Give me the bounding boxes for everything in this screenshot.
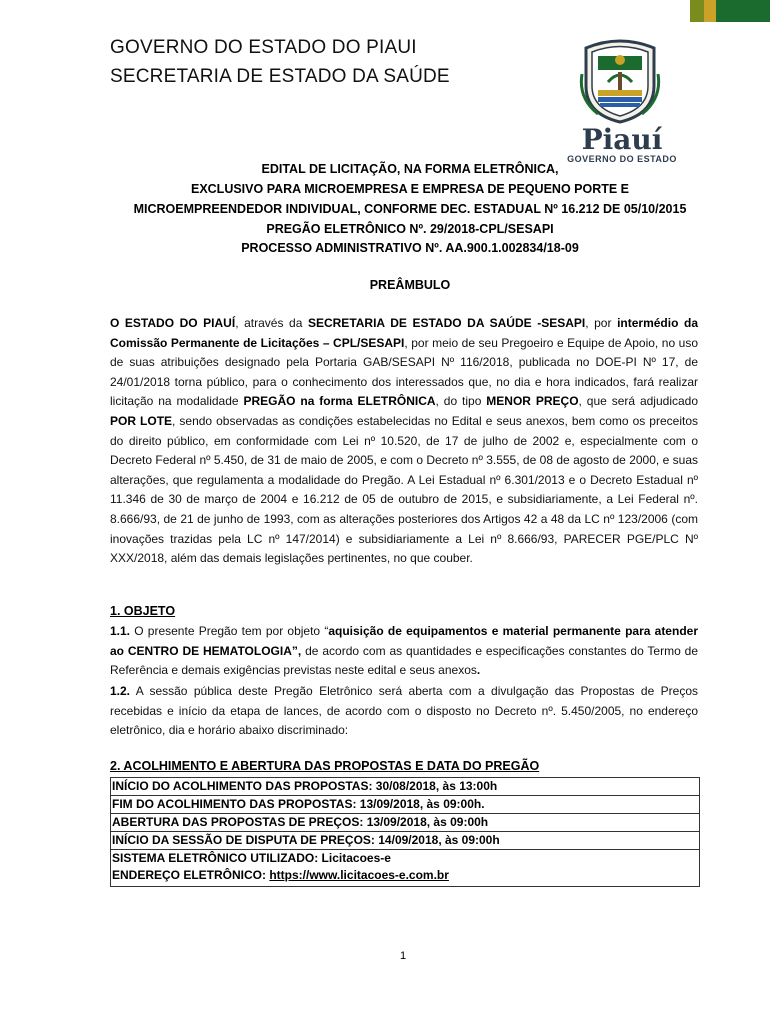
schedule-row: ABERTURA DAS PROPOSTAS DE PREÇOS: 13/09/2018, às 09:00h [111, 814, 699, 832]
logo-subtitle: GOVERNO DO ESTADO [567, 154, 677, 164]
schedule-table [110, 777, 700, 887]
government-heading: GOVERNO DO ESTADO DO PIAUI [110, 37, 417, 58]
pregao-number: PREGÃO ELETRÔNICO Nº. 29/2018-CPL/SESAPI [266, 222, 554, 236]
edital-title-line: EXCLUSIVO PARA MICROEMPRESA E EMPRESA DE PEQUENO PORTE E [190, 182, 630, 196]
clause-1-2: 1.2. A sessão pública deste Pregão Eletrônico será aberta com a divulgação das Propostas de Preços recebidas e início da etapa de lances, de acordo com o disposto no Decreto nº. 5.450/2005, no endereço eletrônico, dia e horário abaixo discriminado: [110, 684, 698, 738]
schedule-row: INÍCIO DO ACOLHIMENTO DAS PROPOSTAS: 30/08/2018, às 13:00h [111, 778, 699, 796]
header-stripe-gold [704, 0, 716, 22]
piaui-logo [560, 34, 680, 164]
process-number: PROCESSO ADMINISTRATIVO Nº. AA.900.1.002834/18-09 [241, 241, 579, 255]
system-info: SISTEMA ELETRÔNICO UTILIZADO: Licitacoes-e [112, 851, 391, 865]
edital-title-line: MICROEMPREENDEDOR INDIVIDUAL, CONFORME DEC. ESTADUAL Nº 16.212 DE 05/10/2015 [133, 202, 687, 216]
section-heading-objeto: 1. OBJETO [110, 604, 176, 618]
system-info-cell [111, 850, 699, 886]
logo-wordmark: Piauí [581, 123, 663, 156]
preambulo-heading: PREÂMBULO [369, 278, 451, 292]
address-info: ENDEREÇO ELETRÔNICO: https://www.licitacoes-e.com.br [112, 868, 449, 882]
header-stripe-olive [690, 0, 704, 22]
piaui-coat-of-arms-icon [578, 34, 662, 124]
preambulo-paragraph: O ESTADO DO PIAUÍ, através da SECRETARIA DE ESTADO DA SAÚDE -SESAPI, por intermédio da Comissão Permanente de Licitações – CPL/SESAPI, por meio de seu Pregoeiro e Equipe de Apoio, no uso de suas atribuições designado pela Portaria GAB/SESAPI Nº 116/2018, publicada no DOE-PI Nº 17, de 24/01/2018 torna público, para o conhecimento dos interessados que, no dia e hora indicados, fará realizar licitação na modalidade PREGÃO na forma ELETRÔNICA, do tipo MENOR PREÇO, que será adjudicado POR LOTE, sendo observadas as condições estabelecidas no Edital e seus anexos, bem como os preceitos do direito público, em conformidade com Lei nº 10.520, de 17 de julho de 2002 e, especialmente com o Decreto Federal nº 5.450, de 31 de maio de 2005, e com o Decreto nº 3.555, de 08 de agosto de 2000, e suas alterações, que regulamenta a modalidade do Pregão. A Lei Estadual nº 6.301/2013 e o Decreto Estadual nº 11.346 de 30 de março de 2004 e 16.212 de 05 de outubro de 2015, e subsidiariamente, a Lei Federal nº. 8.666/93, de 21 de junho de 1993, com as alterações posteriores dos Artigos 42 a 48 da LC nº 123/2006 (com inovações trazidas pela LC nº 147/2014) e subsidiariamente a Lei nº 8.666/93, PARECER PGE/PLC Nº XXX/2018, além das demais legislações pertinentes, no que couber. [110, 316, 699, 566]
page-number: 1 [399, 950, 407, 962]
edital-title-line: EDITAL DE LICITAÇÃO, NA FORMA ELETRÔNICA, [261, 162, 559, 176]
licitacoes-link[interactable]: https://www.licitacoes-e.com.br [269, 868, 449, 882]
clause-1-1: 1.1. O presente Pregão tem por objeto “aquisição de equipamentos e material permanente para atender ao CENTRO DE HEMATOLOGIA”, de acordo com as quantidades e especificações constantes do Termo de Referência e demais exigências previstas neste edital e seus anexos. [110, 624, 699, 678]
schedule-row: FIM DO ACOLHIMENTO DAS PROPOSTAS: 13/09/2018, às 09:00h. [111, 796, 699, 814]
header-stripe-green [716, 0, 770, 22]
section-heading-acolhimento: 2. ACOLHIMENTO E ABERTURA DAS PROPOSTAS E DATA DO PREGÃO [110, 759, 540, 773]
schedule-row: INÍCIO DA SESSÃO DE DISPUTA DE PREÇOS: 14/09/2018, às 09:00h [111, 832, 699, 850]
secretariat-heading: SECRETARIA DE ESTADO DA SAÚDE [110, 66, 450, 87]
